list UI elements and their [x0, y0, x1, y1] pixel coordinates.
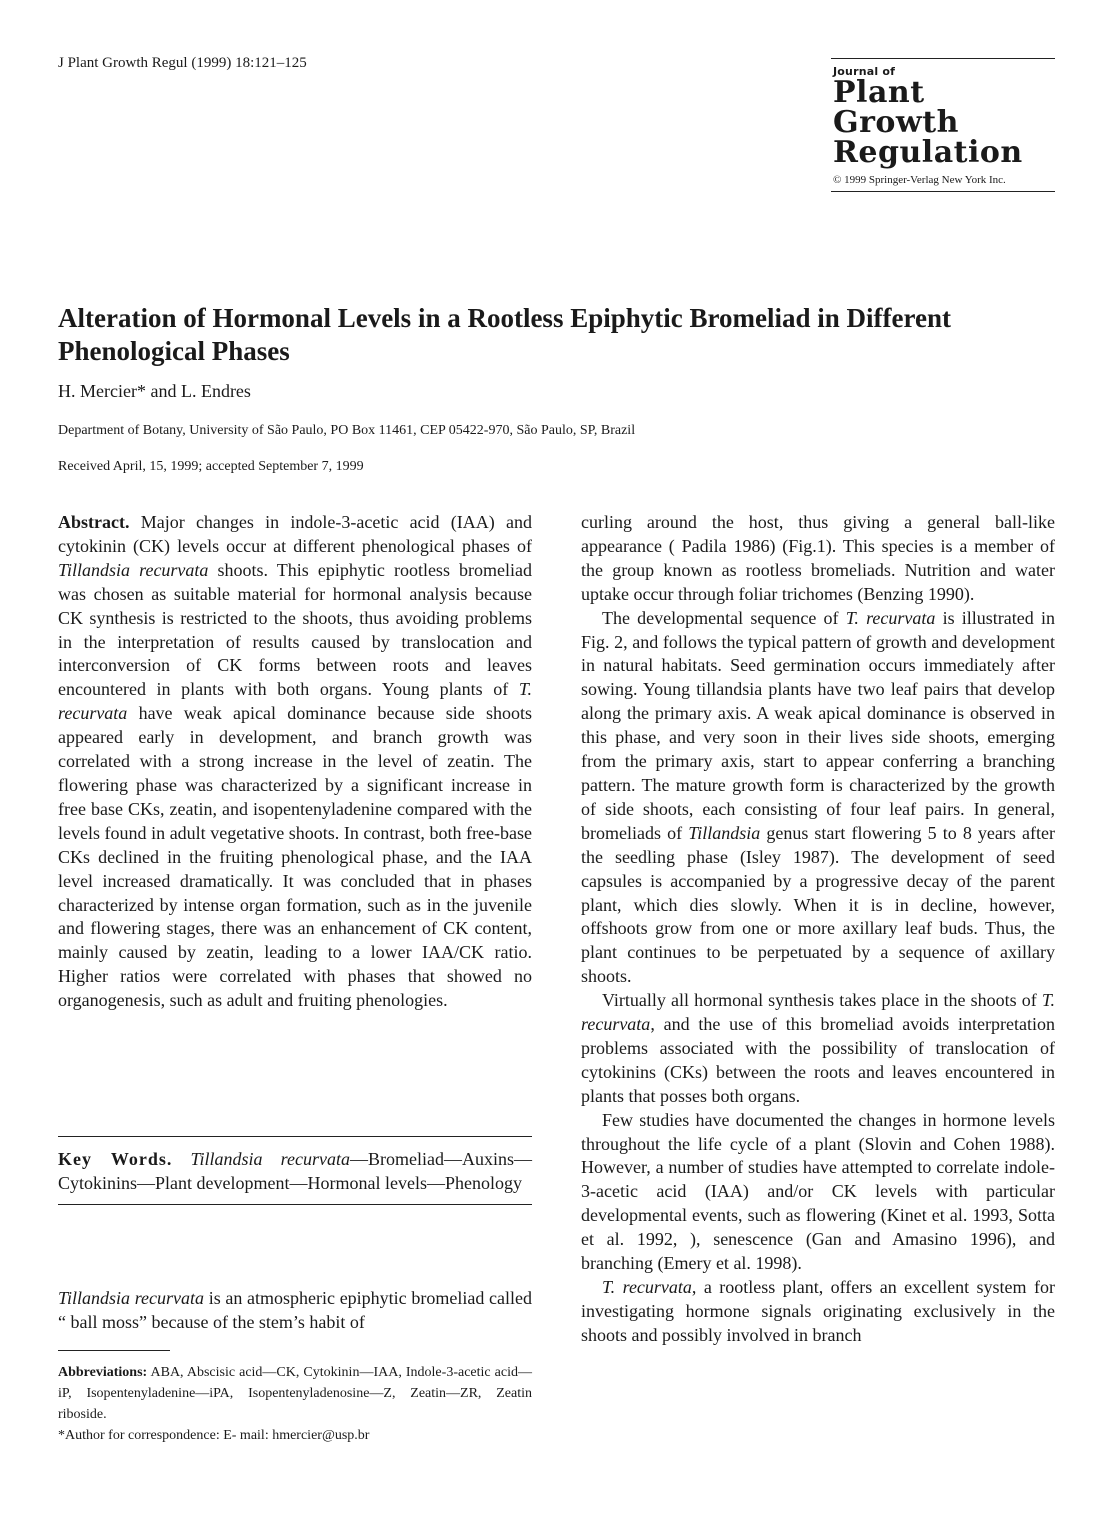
body-paragraph-3: [581, 989, 1055, 1109]
body-paragraph-4: Few studies have documented the changes in hormone levels throughout the life cycle of a plant (Slovin and Cohen 1988). However, a number of studies have attempted to correlate indole-3-acetic acid (IAA) and/or CK levels with particular developmental events, such as flowering (Kinet et al. 1993, Sotta et al. 1992, ), senescence (Gan and Amasino 1996), and branching (Emery et al. 1998).: [581, 1109, 1055, 1274]
logo-copyright: © 1999 Springer-Verlag New York Inc.: [833, 174, 1006, 186]
abbreviations-label: Abbreviations:: [58, 1365, 148, 1380]
footnotes: [58, 1362, 532, 1446]
abbreviations-footnote: [58, 1362, 532, 1425]
species-name: T. recurvata: [58, 679, 532, 724]
text-run: is illustrated in Fig. 2, and follows the typical pattern of growth and development in natural habitats. Seed germination occurs immediately after sowing. Young tillandsia plants have two leaf pairs that develop along the primary axis. A weak apical dominance is observed in this phase, and very soon in their lives side shoots, emerging from the primary axis, start to appear conferring a branching pattern. The mature growth form is characterized by the growth of side shoots, each consisting of four leaf pairs. In general, bromeliads of: [581, 607, 1055, 843]
right-column: [581, 511, 1055, 1348]
intro-species: Tillandsia recurvata: [58, 1288, 205, 1308]
logo-growth: Growth: [833, 105, 959, 140]
journal-logo: [831, 58, 1055, 192]
abstract-text: have weak apical dominance because side shoots appeared early in development, and branch growth was correlated with a strong increase in the level of zeatin. The flowering phase was characterized by a significant increase in free base CKs, zeatin, and isopentenyladenine compared with the levels found in adult vegetative shoots. In contrast, both free-base CKs declined in the fruiting phenological phase, and the IAA level increased dramatically. It was concluded that in phases characterized by intense organ formation, such as in the juvenile and flowering stages, there was an enhancement of CK content, mainly caused by zeatin, leading to a lower IAA/CK ratio. Higher ratios were correlated with phases that showed no organogenesis, such as adult and fruiting phenologies.: [58, 703, 532, 1011]
article-received: Received April, 15, 1999; accepted September 7, 1999: [58, 459, 364, 474]
article-affiliation: Department of Botany, University of São Paulo, PO Box 11461, CEP 05422-970, São Paulo, SP, Brazil: [58, 423, 636, 438]
text-run: The developmental sequence of: [602, 607, 846, 628]
species-name: T. recurvata: [581, 990, 1055, 1035]
abbreviations-text: ABA, Abscisic acid—CK, Cytokinin—IAA, Indole-3-acetic acid—iP, Isopentenyladenine—iPA, Isopentenyladenosine—Z, Zeatin—ZR, Zeatin riboside.: [58, 1365, 532, 1422]
genus-name: Tillandsia: [688, 822, 761, 843]
text-run: , a rootless plant, offers an excellent system for investigating hormone signals originating exclusively in the shoots and possibly involved in branch: [581, 1277, 1055, 1345]
correspondence-footnote: *Author for correspondence: E- mail: hmercier@usp.br: [58, 1428, 370, 1443]
body-paragraph-2: [581, 607, 1055, 990]
text-run: Virtually all hormonal synthesis takes place in the shoots of: [602, 990, 1042, 1011]
species-name: T. recurvata: [845, 607, 936, 628]
article-authors: H. Mercier* and L. Endres: [58, 381, 251, 401]
abstract-label: Abstract.: [58, 512, 130, 532]
body-paragraph-5: [581, 1276, 1055, 1348]
body-paragraph-1: curling around the host, thus giving a general ball-like appearance ( Padila 1986) (Fig.1). This species is a member of the group known as rootless bromeliads. Nutrition and water uptake occur through foliar trichomes (Benzing 1990).: [581, 512, 1055, 604]
keywords-list: —Bromeliad—Auxins—Cytokinins—Plant development—Hormonal levels—Phenology: [58, 1149, 532, 1193]
abstract-text: shoots. This epiphytic rootless bromeliad was chosen as suitable material for hormonal analysis because CK synthesis is restricted to the shoots, thus avoiding problems in the interpretation of results caused by translocation and interconversion of CK forms between roots and leaves encountered in plants with both organs. Young plants of: [58, 559, 533, 700]
abstract-text: Major changes in indole-3-acetic acid (IAA) and cytokinin (CK) levels occur at different phenological phases of: [58, 512, 532, 556]
keywords-species: Tillandsia recurvata: [190, 1149, 350, 1169]
text-run: genus start flowering 5 to 8 years after the seedling phase (Isley 1987). The development of seed capsules is accompanied by a progressive decay of the parent plant, which dies slowly. When it is in decline, however, offshoots grow from one or more axillary leaf buds. Thus, the plant continues to be perpetuated by a sequence of axillary shoots.: [581, 822, 1055, 987]
text-run: , and the use of this bromeliad avoids interpretation problems associated with the possibility of translocation of cytokinins (CKs) between the roots and leaves encountered in plants that posses both organs.: [581, 1014, 1055, 1106]
species-name: T. recurvata: [602, 1277, 692, 1297]
logo-plant: Plant: [833, 75, 925, 110]
species-name: Tillandsia recurvata: [58, 559, 209, 580]
abstract: [58, 511, 532, 1013]
left-column: [58, 511, 532, 1013]
logo-journal-of: Journal of: [833, 65, 896, 78]
keywords-label: Key Words.: [58, 1149, 173, 1169]
journal-citation: J Plant Growth Regul (1999) 18:121–125: [58, 55, 307, 71]
article-title: Alteration of Hormonal Levels in a Rootless Epiphytic Bromeliad in Different Phenological Phases: [58, 303, 951, 366]
intro-text: is an atmospheric epiphytic bromeliad called “ ball moss” because of the stem’s habit of: [58, 1288, 532, 1332]
intro-paragraph: [58, 1286, 532, 1334]
logo-regulation: Regulation: [833, 135, 1023, 170]
keywords-box: [58, 1136, 532, 1205]
footnote-rule: [58, 1350, 170, 1351]
